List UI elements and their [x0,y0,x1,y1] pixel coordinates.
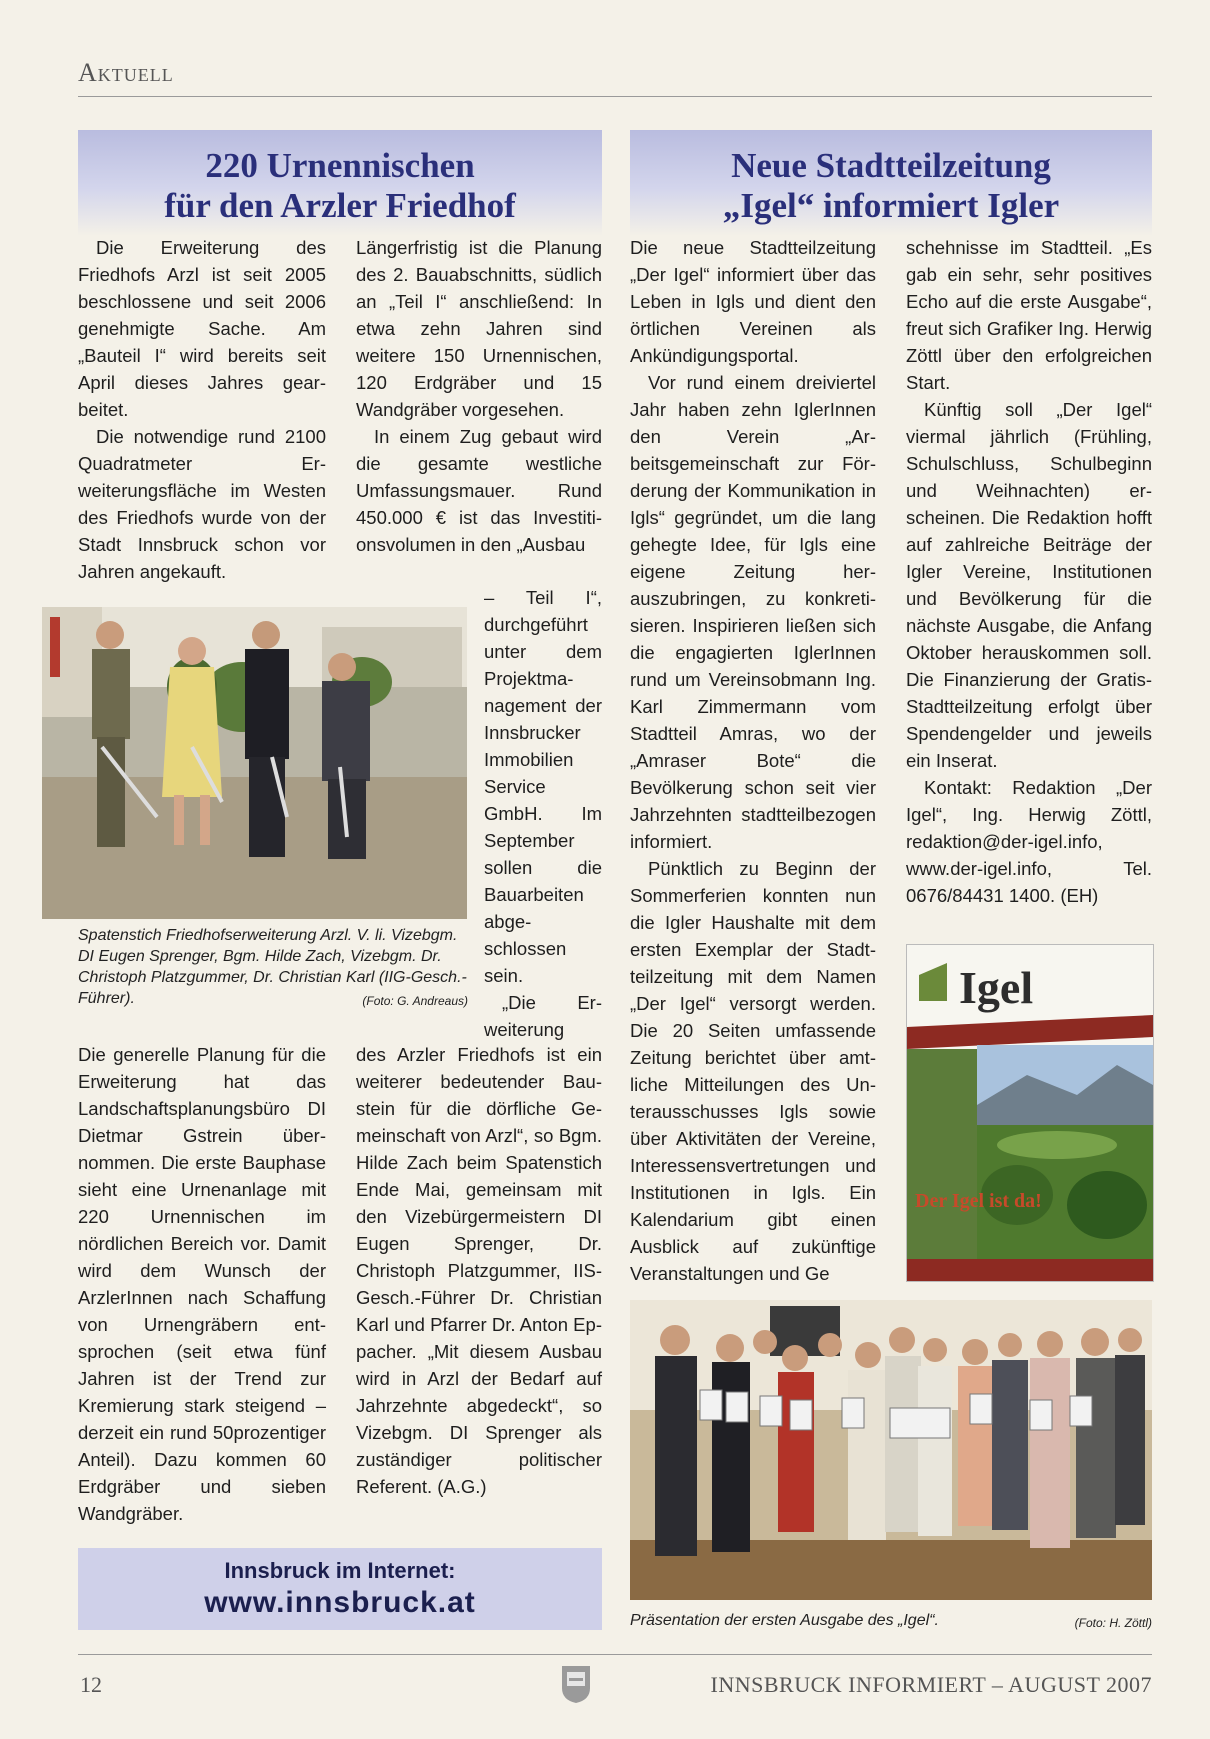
igel-cover-logo: Igel [959,962,1034,1013]
left-article-headline [78,130,602,236]
paragraph: Pünktlich zu Beginn der Sommerferien konnten nun die Igler Haushalte mit dem ersten Exemplar der Stadtteilzeitung mit dem Namen „Der Igel“ versorgt werden. Die 20 Seiten umfassende Zeitung berichtet über amtliche Mitteilungen des Unterausschusses Igls sowie über Aktivitäten der Vereine, Interessensvertretungen und Institutionen in Igls. Ein Kalendarium gibt einen Ausblick auf zukünftige Veranstaltungen und Ge [630,858,876,1284]
innsbruck-internet-box [78,1548,602,1630]
right-article-headline [630,130,1152,236]
paragraph: Längerfristig ist die Planung des 2. Bauabschnitts, südlich an „Teil I“ anschließend: In etwa zehn Jahren sind weitere 150 Urnennischen, 120 Erdgräber und 15 Wandgräber vorgesehen. [356,237,602,420]
left-headline-line2: für den Arzler Friedhof [164,186,516,225]
bottom-divider [78,1654,1152,1655]
paragraph: Die notwendige rund 2100 Quadratmeter Erweiterungsfläche im Westen des Friedhofs wurde von der Stadt Innsbruck schon vor Jahren angekauft. [78,426,326,582]
caption-text: Spatenstich Friedhofserweiterung Arzl. V. li. Vizebgm. DI Eugen Sprenger, Bgm. Hilde Zach, Vizebgm. Dr. Christoph Platzgummer, Dr. Christian Karl (IIG-Gesch.-Führer). [78,927,467,1007]
paragraph: Vor rund einem dreiviertel Jahr haben zehn IglerInnen den Verein „Arbeitsgemeinschaft zur Förderung der Kommunikation in Igls“ gegründet, um die lang gehegte Idee, für Igls eine eigene Zeitung herauszubringen, zu konkretisieren. Inspirieren ließen sich die engagierten IglerInnen rund um Vereinsobmann Ing. Karl Zimmermann vom Stadtteil Amras, wo der „Amraser Bote“ die Bevölkerung schon seit vier Jahrzehnten stadtteilbezogen informiert. [630,372,876,852]
top-divider [78,96,1152,97]
groundbreaking-caption [78,925,468,1012]
section-label: Aktuell [78,58,174,87]
right-col4 [906,234,1152,909]
paragraph: Die neue Stadtteilzeitung „Der Igel“ informiert über das Leben in Igls und dient den örtlichen Vereinen als Ankündigungsportal. [630,237,876,366]
photo-credit: (Foto: H. Zöttl) [1074,1616,1152,1630]
paragraph: „Die Erweiterung [484,992,602,1040]
paragraph: des Arzler Friedhofs ist ein weiterer bedeutender Baustein für die dörfliche Gemeinschaft von Arzl“, so Bgm. Hilde Zach beim Spatenstich Ende Mai, gemeinsam mit den Vizebürgermeistern DI Eugen Sprenger, Dr. Christoph Platzgummer, IIS-Gesch.-Führer Dr. Christian Karl und Pfarrer Dr. Anton Eppacher. „Mit diesem Ausbau wird in Arzl der Bedarf auf Jahrzehnte abgedeckt“, so Vizebgm. DI Sprenger als zuständiger politischer Referent. (A.G.) [356,1044,602,1497]
paragraph: schehnisse im Stadtteil. „Es gab ein sehr, sehr positives Echo auf die erste Ausgabe“, freut sich Grafiker Ing. Herwig Zöttl über den erfolgreichen Start. [906,237,1152,393]
paragraph: Künftig soll „Der Igel“ viermal jährlich (Frühling, Schulschluss, Schulbeginn und Weihnachten) erscheinen. Die Redaktion hofft auf zahlreiche Beiträge der Igler Vereine, Institutionen und Bevölkerung für die nächste Ausgabe, die Anfang Oktober herauskommen soll. Die Finanzierung der Gratis-Stadtteilzeitung erfolgt über Spendengelder und jeweils ein Inserat. [906,399,1152,771]
igel-cover-banner: Der Igel ist da! [915,1190,1042,1212]
left-col1-bottom [78,1041,326,1527]
paragraph: In einem Zug gebaut wird die gesamte westliche Umfassungsmauer. Rund 450.000 € ist das Investitionsvolumen in den „Ausbau [356,426,602,555]
paragraph: Die Erweiterung des Friedhofs Arzl ist seit 2005 beschlossene und seit 2006 genehmigte Sache. Am „Bauteil I“ wird bereits seit April dieses Jahres gearbeitet. [78,237,326,420]
left-col1-top [78,234,326,585]
paragraph: Kontakt: Redaktion „Der Igel“, Ing. Herwig Zöttl, redaktion@der-igel.info, www.der-igel.info, Tel. 0676/84431 1400. (EH) [906,777,1152,906]
caption-text: Präsentation der ersten Ausgabe des „Igel“. [630,1612,939,1629]
right-col3 [630,234,876,1287]
left-col2-top [356,234,602,558]
groundbreaking-photo-graphic [42,607,467,919]
photo-credit: (Foto: G. Andreaus) [362,994,468,1008]
left-col2-bottom [356,1041,602,1500]
igel-cover-graphic [907,945,1153,1281]
group-photo-graphic [630,1300,1152,1600]
groundbreaking-photo [42,607,467,919]
page-number: 12 [80,1672,102,1697]
internet-box-label: Innsbruck im Internet: [224,1558,456,1583]
innsbruck-crest-icon [560,1664,592,1704]
publication-title: INNSBRUCK INFORMIERT – AUGUST 2007 [710,1672,1152,1697]
innsbruck-website-link[interactable]: www.innsbruck.at [204,1586,476,1619]
igel-cover-image [906,944,1154,1282]
presentation-group-photo [630,1300,1152,1600]
paragraph: – Teil I“, durchgeführt unter dem Projektmanagement der Innsbrucker Immobilien Service GmbH. Im September sollen die Bauarbeiten abgeschlossen sein. [484,587,602,986]
right-headline-line1: Neue Stadtteilzeitung [731,146,1051,185]
presentation-caption [630,1610,1152,1634]
paragraph: Die generelle Planung für die Erweiterung hat das Landschaftsplanungsbüro DI Dietmar Gstrein übernommen. Die erste Bauphase sieht eine Urnenanlage mit 220 Urnennischen im nördlichen Bereich vor. Damit wird dem Wunsch der ArzlerInnen nach Schaffung von Urnengräbern entsprochen (seit etwa fünf Jahren ist der Trend zur Kremierung stark steigend – derzeit ein rund 50prozentiger Anteil). Dazu kommen 60 Erdgräber und sieben Wandgräber. [78,1044,326,1524]
right-headline-line2: „Igel“ informiert Igler [722,186,1060,225]
left-col2-narrow [484,584,602,1043]
left-headline-line1: 220 Urnennischen [205,146,475,185]
